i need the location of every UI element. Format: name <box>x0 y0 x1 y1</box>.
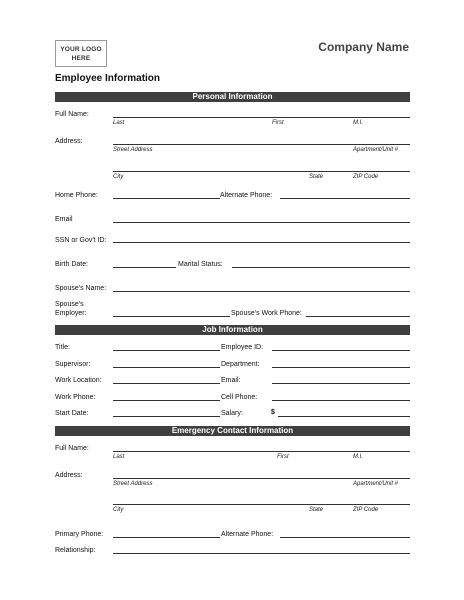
hint-apt: Apartment/Unit # <box>353 147 399 153</box>
emergency-hint-state: State <box>309 507 324 513</box>
section-header-emergency: Emergency Contact Information <box>55 426 410 436</box>
home-phone-label: Home Phone: <box>55 192 98 199</box>
alternate-phone-field[interactable] <box>280 198 410 199</box>
hint-city: City <box>113 174 124 180</box>
relationship-field[interactable] <box>113 553 410 554</box>
section-header-job: Job Information <box>55 325 410 335</box>
hint-street: Street Address <box>113 147 153 153</box>
spouse-work-phone-label: Spouse's Work Phone: <box>231 310 302 317</box>
department-label: Department: <box>221 361 260 368</box>
employee-id-field[interactable] <box>272 350 410 351</box>
home-phone-field[interactable] <box>113 198 220 199</box>
department-field[interactable] <box>272 367 410 368</box>
emergency-hint-apt: Apartment/Unit # <box>353 481 399 487</box>
emergency-street-address-field[interactable] <box>113 478 410 479</box>
work-phone-label: Work Phone: <box>55 394 96 401</box>
emergency-hint-city: City <box>113 507 124 513</box>
hint-first: First <box>272 120 284 126</box>
cell-phone-label: Cell Phone: <box>221 394 258 401</box>
primary-phone-label: Primary Phone: <box>55 531 104 538</box>
spouse-name-field[interactable] <box>113 291 410 292</box>
alternate-phone-label: Alternate Phone: <box>220 192 273 199</box>
ssn-label: SSN or Gov't ID: <box>55 237 107 244</box>
company-logo-placeholder <box>55 40 107 67</box>
emergency-hint-mi: M.I. <box>353 454 363 460</box>
form-title: Employee Information <box>55 73 161 84</box>
relationship-label: Relationship: <box>55 547 96 554</box>
start-date-field[interactable] <box>113 416 220 417</box>
emergency-full-name-field[interactable] <box>113 451 410 452</box>
hint-state: State <box>309 174 324 180</box>
cell-phone-field[interactable] <box>272 400 410 401</box>
emergency-hint-last: Last <box>113 454 125 460</box>
full-name-field[interactable] <box>113 117 410 118</box>
emergency-hint-zip: ZIP Code <box>353 507 379 513</box>
emergency-address-label: Address: <box>55 472 83 479</box>
emergency-full-name-label: Full Name: <box>55 445 89 452</box>
section-header-personal: Personal Information <box>55 92 410 102</box>
employee-id-label: Employee ID: <box>221 344 264 351</box>
spouse-employer-label-line1: Spouse's <box>55 301 84 308</box>
emergency-alternate-phone-label: Alternate Phone: <box>221 531 274 538</box>
company-name: Company Name <box>318 40 409 54</box>
ssn-field[interactable] <box>113 242 410 243</box>
full-name-label: Full Name: <box>55 111 89 118</box>
spouse-name-label: Spouse's Name: <box>55 285 107 292</box>
address-label: Address: <box>55 138 83 145</box>
job-email-field[interactable] <box>272 383 410 384</box>
city-state-zip-field[interactable] <box>113 171 410 172</box>
work-location-label: Work Location: <box>55 377 102 384</box>
hint-zip: ZIP Code <box>353 174 379 180</box>
work-phone-field[interactable] <box>113 400 220 401</box>
emergency-hint-street: Street Address <box>113 481 153 487</box>
hint-mi: M.I. <box>353 120 363 126</box>
emergency-city-state-zip-field[interactable] <box>113 504 410 505</box>
spouse-employer-field[interactable] <box>113 316 230 317</box>
birth-date-label: Birth Date: <box>55 261 89 268</box>
street-address-field[interactable] <box>113 144 410 145</box>
spouse-employer-label-line2: Employer: <box>55 310 87 317</box>
spouse-work-phone-field[interactable] <box>306 316 410 317</box>
email-label: Email <box>55 216 73 223</box>
email-field[interactable] <box>113 222 410 223</box>
salary-currency-symbol: $ <box>271 409 275 416</box>
emergency-alternate-phone-field[interactable] <box>280 537 410 538</box>
emergency-hint-first: First <box>277 454 289 460</box>
salary-label: Salary: <box>221 410 243 417</box>
supervisor-label: Supervisor: <box>55 361 91 368</box>
marital-status-label: Marital Status: <box>178 261 223 268</box>
work-location-field[interactable] <box>113 383 220 384</box>
salary-field[interactable] <box>278 416 410 417</box>
hint-last: Last <box>113 120 125 126</box>
start-date-label: Start Date: <box>55 410 89 417</box>
primary-phone-field[interactable] <box>113 537 220 538</box>
marital-status-field[interactable] <box>232 267 410 268</box>
logo-text-line2: HERE <box>71 55 91 62</box>
supervisor-field[interactable] <box>113 367 220 368</box>
logo-text-line1: YOUR LOGO <box>60 46 102 53</box>
job-title-field[interactable] <box>113 350 220 351</box>
job-title-label: Title: <box>55 344 70 351</box>
job-email-label: Email: <box>221 377 241 384</box>
birth-date-field[interactable] <box>113 267 176 268</box>
